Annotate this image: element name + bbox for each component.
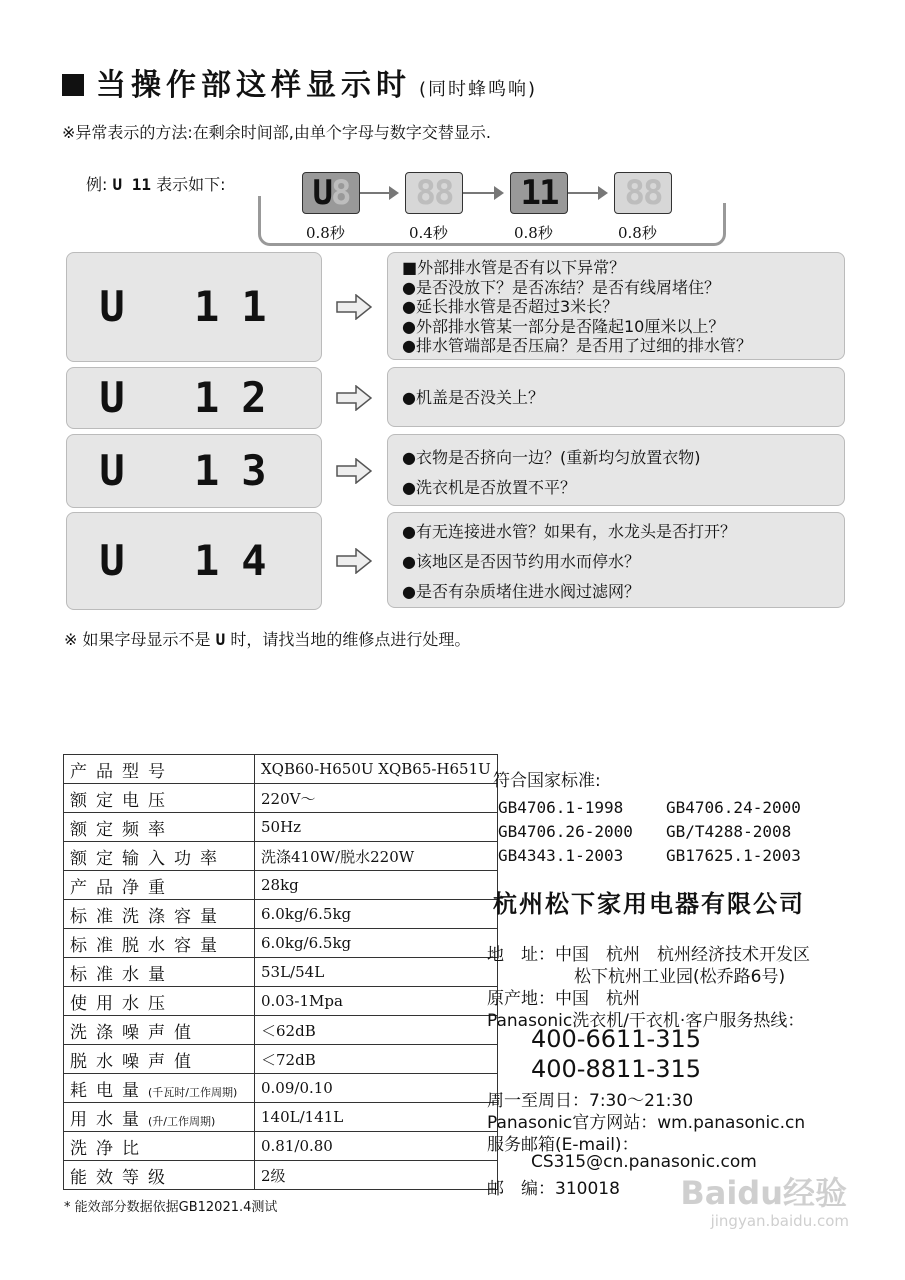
error-message-u11: ■外部排水管是否有以下异常？ ●是否没放下？是否冻结？是否有线屑堵住？ ●延长排水管是否超过3米长？ ●外部排水管某一部分是否隆起10厘米以上？ ●排水管端部是否压扁？是否用了过细的排水管？ (387, 252, 845, 360)
spec-key: 耗电量(千瓦时/工作周期) (64, 1074, 255, 1103)
spec-value: 6.0kg/6.5kg (255, 929, 498, 958)
standard-item: GB17625.1-2003 (666, 846, 801, 865)
note-code: U (215, 630, 226, 649)
error-message-u12: ●机盖是否没关上？ (387, 367, 845, 427)
standards-title: 符合国家标准: (493, 771, 601, 791)
display-digit: U (312, 173, 331, 213)
error-code-u14: U 14 (66, 512, 322, 610)
spec-key: 脱水噪声值 (64, 1045, 255, 1074)
spec-value: 140L/141L (255, 1103, 498, 1132)
spec-row (64, 1132, 498, 1161)
watermark-logo: Baidu经验 (680, 1174, 847, 1212)
segment-display (614, 172, 672, 214)
company-address-line2: 松下杭州工业园(松乔路6号) (574, 967, 786, 987)
spec-key: 标准水量 (64, 958, 255, 987)
spec-value: 0.09/0.10 (255, 1074, 498, 1103)
footnote: * 能效部分数据依据GB12021.4测试 (64, 1200, 278, 1215)
spec-row (64, 929, 498, 958)
error-display-note: ※异常表示的方法:在剩余时间部,由单个字母与数字交替显示. (62, 123, 491, 142)
display-digit: 8 (624, 173, 643, 213)
spec-row (64, 1103, 498, 1132)
watermark-url: jingyan.baidu.com (710, 1212, 849, 1230)
spec-row (64, 842, 498, 871)
display-duration: 0.4秒 (409, 224, 448, 242)
display-duration: 0.8秒 (514, 224, 553, 242)
spec-row (64, 813, 498, 842)
spec-row (64, 1074, 498, 1103)
cycle-arrow-icon (360, 192, 397, 194)
example-line: 例: U 11 表示如下: (86, 175, 226, 194)
service-hours: 周一至周日：7:30～21:30 (487, 1091, 694, 1111)
spec-value: 2级 (255, 1161, 498, 1190)
origin: 原产地：中国 杭州 (487, 989, 640, 1009)
spec-row (64, 958, 498, 987)
spec-key: 额定电压 (64, 784, 255, 813)
spec-key: 洗涤噪声值 (64, 1016, 255, 1045)
display-duration: 0.8秒 (618, 224, 657, 242)
spec-value: 220V～ (255, 784, 498, 813)
spec-value: 28kg (255, 871, 498, 900)
error-code-u13: U 13 (66, 434, 322, 508)
error-code-u12: U 12 (66, 367, 322, 429)
page-subtitle: (同时蜂鸣响) (419, 79, 538, 100)
spec-row (64, 1016, 498, 1045)
spec-value: 53L/54L (255, 958, 498, 987)
company-name: 杭州松下家用电器有限公司 (493, 890, 805, 918)
spec-key: 用水量(升/工作周期) (64, 1103, 255, 1132)
segment-display (510, 172, 568, 214)
right-arrow-icon (336, 458, 372, 484)
spec-value: XQB60-H650U XQB65-H651U (255, 755, 498, 784)
spec-key: 产品型号 (64, 755, 255, 784)
right-arrow-icon (336, 294, 372, 320)
standard-item: GB/T4288-2008 (666, 822, 792, 841)
service-note: ※ 如果字母显示不是 U 时，请找当地的维修点进行处理。 (64, 630, 471, 649)
standard-item: GB4706.1-1998 (498, 798, 624, 817)
spec-value: ＜72dB (255, 1045, 498, 1074)
error-message-u14: ●有无连接进水管？如果有，水龙头是否打开？ ●该地区是否因节约用水而停水？ ●是否有杂质堵住进水阀过滤网？ (387, 512, 845, 608)
cycle-loop-riser (258, 196, 261, 206)
spec-value: 洗涤410W/脱水220W (255, 842, 498, 871)
display-digit: 1 (539, 173, 558, 213)
spec-value: 0.81/0.80 (255, 1132, 498, 1161)
spec-row (64, 900, 498, 929)
standard-item: GB4706.26-2000 (498, 822, 633, 841)
hotline-phone: 400-8811-315 (531, 1055, 702, 1083)
page-title: 当操作部这样显示时 (同时蜂鸣响) (62, 60, 537, 104)
example-code: U 11 (112, 175, 152, 194)
spec-table (63, 754, 498, 1190)
website: Panasonic官方网站：wm.panasonic.cn (487, 1113, 806, 1133)
error-code-u11: U 11 (66, 252, 322, 362)
error-message-u13: ●衣物是否挤向一边？(重新均匀放置衣物) ●洗衣机是否放置不平？ (387, 434, 845, 506)
email: CS315@cn.panasonic.com (531, 1152, 757, 1172)
right-arrow-icon (336, 548, 372, 574)
spec-row (64, 784, 498, 813)
spec-key: 标准脱水容量 (64, 929, 255, 958)
display-digit: 8 (415, 173, 434, 213)
display-duration: 0.8秒 (306, 224, 345, 242)
spec-key: 额定输入功率 (64, 842, 255, 871)
spec-key: 洗净比 (64, 1132, 255, 1161)
square-bullet-icon (62, 74, 84, 96)
spec-key: 能效等级 (64, 1161, 255, 1190)
spec-value: 6.0kg/6.5kg (255, 900, 498, 929)
spec-key: 使用水压 (64, 987, 255, 1016)
spec-value: ＜62dB (255, 1016, 498, 1045)
postcode: 邮 编：310018 (487, 1179, 620, 1199)
display-digit: 8 (434, 173, 453, 213)
spec-key: 标准洗涤容量 (64, 900, 255, 929)
spec-row (64, 987, 498, 1016)
spec-key: 额定频率 (64, 813, 255, 842)
spec-row (64, 1045, 498, 1074)
cycle-arrow-icon (463, 192, 502, 194)
segment-display (405, 172, 463, 214)
hotline-phone: 400-6611-315 (531, 1025, 702, 1053)
cycle-arrow-icon (568, 192, 606, 194)
spec-value: 0.03-1Mpa (255, 987, 498, 1016)
display-digit: 8 (643, 173, 662, 213)
display-digit: 1 (520, 173, 539, 213)
display-digit: 8 (331, 173, 350, 213)
spec-row (64, 1161, 498, 1190)
spec-row (64, 871, 498, 900)
spec-value: 50Hz (255, 813, 498, 842)
email-label: 服务邮箱(E-mail)： (487, 1135, 639, 1155)
spec-row (64, 755, 498, 784)
hotline-label: Panasonic洗衣机/干衣机·客户服务热线： (487, 1011, 805, 1031)
segment-display (302, 172, 360, 214)
spec-unit: (升/工作周期) (148, 1114, 216, 1128)
company-address: 地 址：中国 杭州 杭州经济技术开发区 (487, 945, 810, 965)
standard-item: GB4343.1-2003 (498, 846, 624, 865)
spec-key: 产品净重 (64, 871, 255, 900)
right-arrow-icon (336, 385, 372, 411)
standard-item: GB4706.24-2000 (666, 798, 801, 817)
spec-unit: (千瓦时/工作周期) (148, 1085, 238, 1099)
